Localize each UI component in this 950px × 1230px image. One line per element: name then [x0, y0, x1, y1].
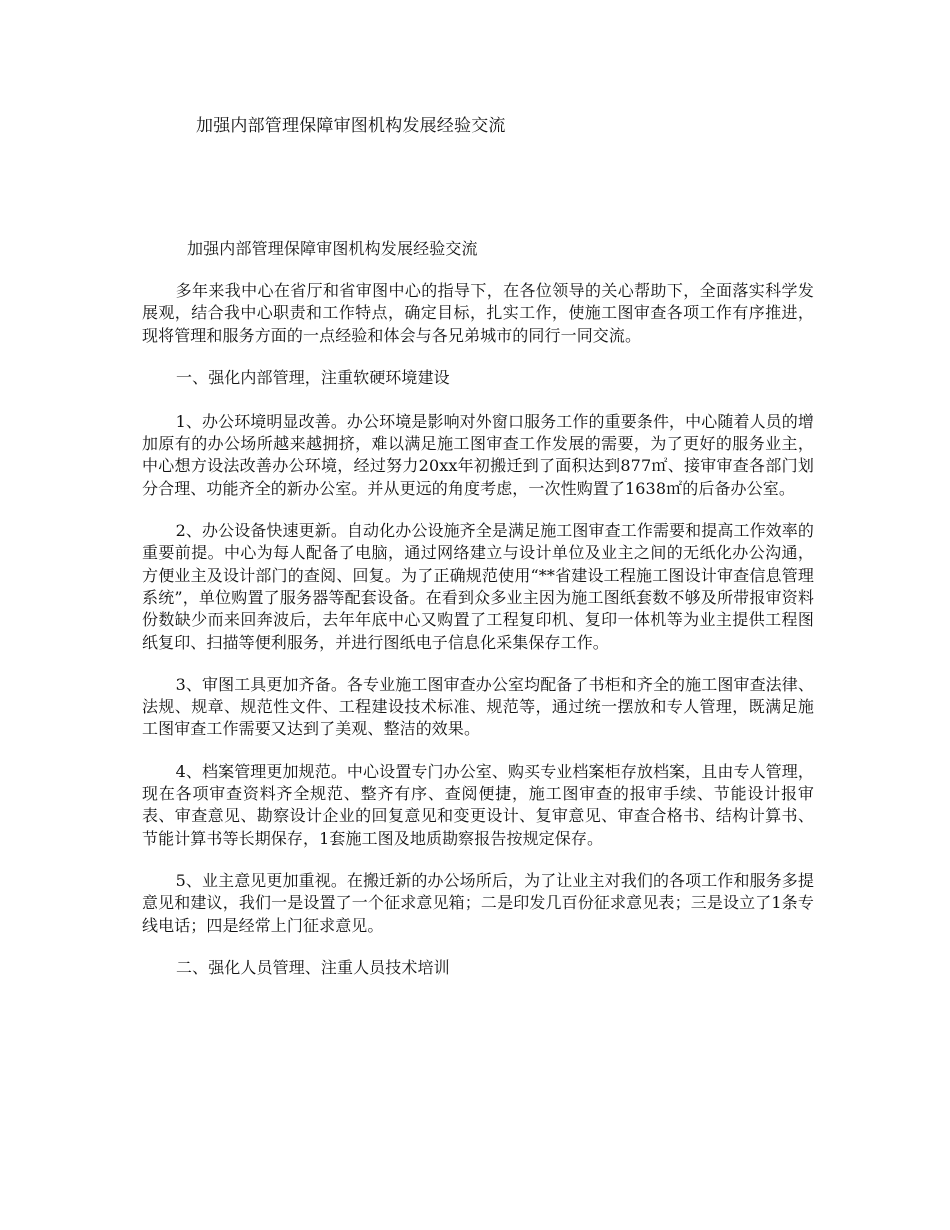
paragraph-item-3: 3、审图工具更加齐备。各专业施工图审查办公室均配备了书柜和齐全的施工图审查法律、法规、规章、规范性文件、工程建设技术标准、规范等，通过统一摆放和专人管理，既满足施工图审查工作需要又达到了美观、整洁的效果。	[142, 674, 814, 739]
paragraph-item-1: 1、办公环境明显改善。办公环境是影响对外窗口服务工作的重要条件，中心随着人员的增加原有的办公场所越来越拥挤，难以满足施工图审查工作发展的需要，为了更好的服务业主，中心想方设法改善办公环境，经过努力20xx年初搬迁到了面积达到877㎡、接审审查各部门划分合理、功能齐全的新办公室。并从更远的角度考虑，一次性购置了1638㎡的后备办公室。	[142, 411, 814, 498]
intro-paragraph: 多年来我中心在省厅和省审图中心的指导下，在各位领导的关心帮助下，全面落实科学发展观，结合我中心职责和工作特点，确定目标，扎实工作，使施工图审查各项工作有序推进，现将管理和服务方面的一点经验和体会与各兄弟城市的同行一同交流。	[142, 281, 814, 345]
paragraph-item-5: 5、业主意见更加重视。在搬迁新的办公场所后，为了让业主对我们的各项工作和服务多提意见和建议，我们一是设置了一个征求意见箱；二是印发几百份征求意见表；三是设立了1条专线电话；四是经常上门征求意见。	[142, 870, 814, 935]
paragraph-item-4: 4、档案管理更加规范。中心设置专门办公室、购买专业档案柜存放档案，且由专人管理，现在各项审查资料齐全规范、整齐有序、查阅便捷，施工图审查的报审手续、节能设计报审表、审查意见、勘察设计企业的回复意见和变更设计、复审意见、审查合格书、结构计算书、节能计算书等长期保存，1套施工图及地质勘察报告按规定保存。	[142, 761, 814, 848]
document-top-title: 加强内部管理保障审图机构发展经验交流	[196, 116, 506, 136]
document-heading: 加强内部管理保障审图机构发展经验交流	[187, 239, 478, 258]
section-heading-2: 二、强化人员管理、注重人员技术培训	[176, 957, 450, 977]
paragraph-item-2: 2、办公设备快速更新。自动化办公设施齐全是满足施工图审查工作需要和提高工作效率的重要前提。中心为每人配备了电脑，通过网络建立与设计单位及业主之间的无纸化办公沟通，方便业主及设计部门的查阅、回复。为了正确规范使用“**省建设工程施工图设计审查信息管理系统”，单位购置了服务器等配套设备。在看到众多业主因为施工图纸套数不够及所带报审资料份数缺少而来回奔波后，去年年底中心又购置了工程复印机、复印一体机等为业主提供工程图纸复印、扫描等便利服务，并进行图纸电子信息化采集保存工作。	[142, 521, 814, 652]
section-heading-1: 一、强化内部管理，注重软硬环境建设	[176, 367, 450, 387]
document-body	[142, 238, 814, 1001]
